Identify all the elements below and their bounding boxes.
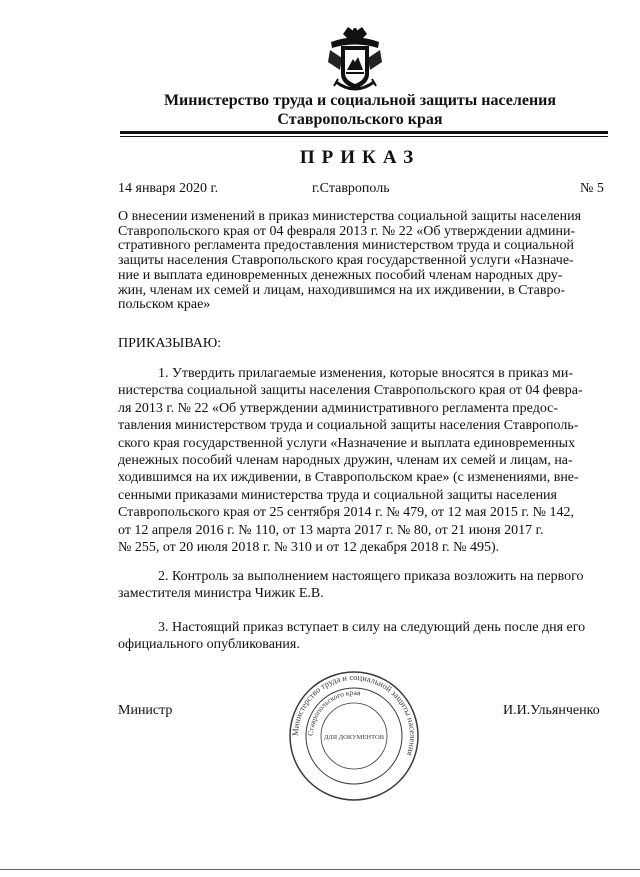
paragraph-line: ля 2013 г. № 22 «Об утверждении административного регламента предос-: [118, 400, 559, 416]
header-divider-thick: [120, 131, 608, 134]
subject-line: польском крае»: [118, 297, 211, 313]
paragraph-line: тавления министерством труда и социальной защиты населения Ставрополь-: [118, 418, 579, 434]
subject-line: О внесении изменений в приказ министерства социальной защиты населения: [118, 209, 582, 224]
paragraph-line: 1. Утвердить прилагаемые изменения, которые вносятся в приказ ми-: [158, 366, 574, 381]
paragraph-line: от 12 апреля 2016 г. № 110, от 13 марта 2017 г. № 80, от 21 июня 2017 г.: [118, 522, 544, 538]
seal-inner-text: Ставропольского края: [305, 687, 361, 737]
seal-center-text: ДЛЯ ДОКУМЕНТОВ: [323, 734, 385, 741]
page-bottom-edge: [0, 869, 640, 870]
paragraph-line: ходившимся на их иждивении, в Ставропольском крае» (с изменениями, вне-: [118, 470, 579, 486]
order-heading: ПРИКАЗЫВАЮ:: [118, 336, 222, 351]
stavropol-coat-of-arms-icon: [326, 24, 384, 96]
document-number: № 5: [580, 181, 604, 196]
paragraph-1: [118, 365, 608, 556]
organization-name-line2: Ставропольского края: [277, 111, 443, 128]
subject-line: ние и выплата единовременных денежных пособий членам народных дру-: [118, 267, 563, 283]
paragraph-line: заместителя министра Чижик Е.В.: [118, 586, 324, 602]
svg-text:Министерство труда и социально: [290, 672, 418, 757]
seal-outer-text: Министерство труда и социальной защиты населения: [289, 671, 419, 758]
signatory-name: И.И.Ульянченко: [503, 703, 600, 718]
subject-line: жин, членам их семей и лицам, находившимся на их иждивении, в Ставро-: [118, 282, 566, 298]
organization-name: [100, 91, 620, 129]
document-city: г.Ставрополь: [312, 181, 390, 196]
subject-line: стративного регламента предоставления министерством труда и социальной: [118, 238, 574, 254]
document-date: 14 января 2020 г.: [118, 181, 219, 196]
paragraph-line: денежных пособий членам народных дружин, членам их семей и лицам, на-: [118, 453, 573, 469]
paragraph-line: Ставропольского края от 25 сентября 2014 г. № 479, от 12 мая 2015 г. № 142,: [118, 505, 574, 521]
paragraph-line: нистерства социальной защиты населения Ставропольского края от 04 февра-: [118, 383, 583, 399]
paragraph-3: [118, 619, 608, 654]
subject-line: Ставропольского края от 04 февраля 2013 г. № 22 «Об утверждении админи-: [118, 223, 576, 239]
header-divider-thin: [120, 136, 608, 137]
signatory-title: Министр: [118, 703, 173, 718]
paragraph-line: 2. Контроль за выполнением настоящего приказа возложить на первого: [158, 569, 584, 584]
official-seal-stamp: [286, 668, 422, 804]
organization-name-line1: Министерство труда и социальной защиты населения: [163, 92, 557, 109]
paragraph-line: 3. Настоящий приказ вступает в силу на следующий день после дня его: [158, 620, 586, 635]
paragraph-line: № 255, от 20 июля 2018 г. № 310 и от 12 декабря 2018 г. № 495).: [118, 540, 500, 556]
document-subject: [118, 210, 608, 313]
document-title: ПРИКАЗ: [299, 147, 421, 168]
paragraph-line: сенными приказами министерства труда и социальной защиты населения: [118, 487, 557, 503]
paragraph-2: [118, 568, 608, 603]
subject-line: защиты населения Ставропольского края государственной услуги «Назначе-: [118, 253, 574, 269]
paragraph-line: официального опубликования.: [118, 637, 300, 653]
paragraph-line: ского края государственной услуги «Назначение и выплата единовременных: [118, 435, 576, 451]
